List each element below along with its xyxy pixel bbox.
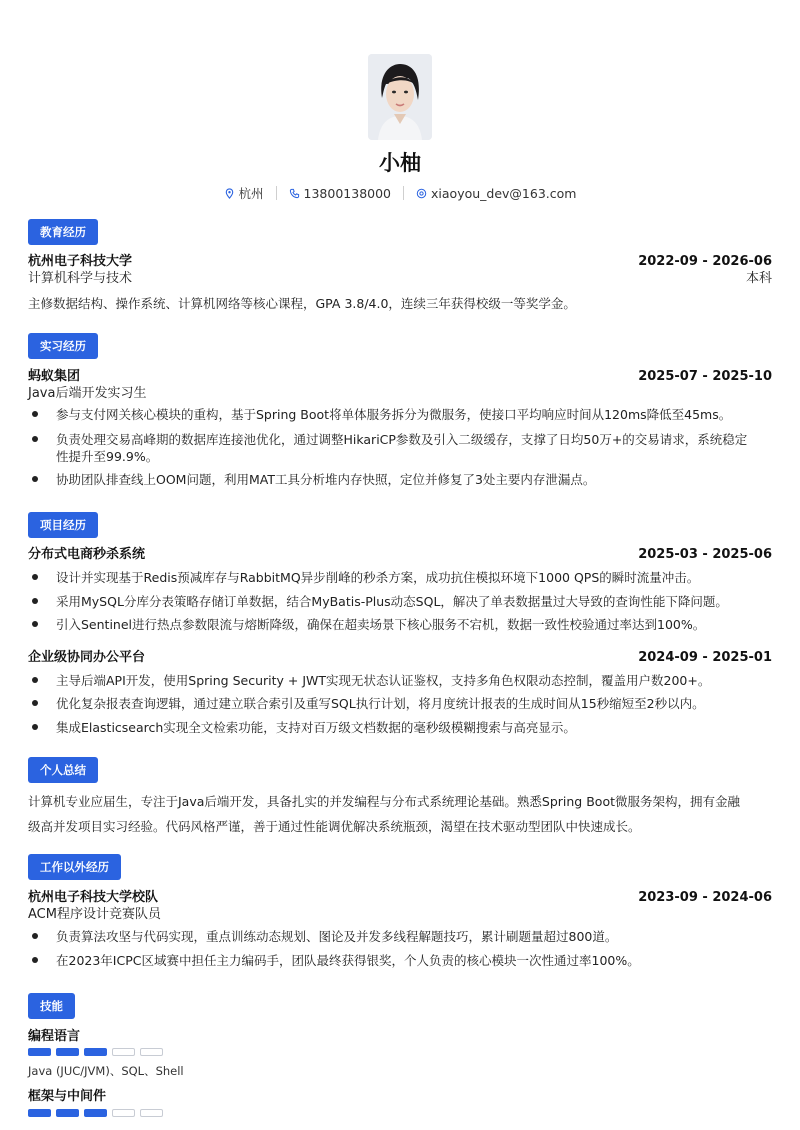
- bullet-dot: [32, 598, 38, 604]
- list-item: [32, 404, 772, 425]
- bullet-text: 优化复杂报表查询逻辑，通过建立联合索引及重写SQL执行计划，将月度统计报表的生成时间从15秒缩短至2秒以内。: [56, 696, 705, 711]
- portrait-image: [368, 54, 432, 140]
- bullet-text: 负责算法攻坚与代码实现，重点训练动态规划、图论及并发多线程解题技巧，累计刷题量超过800道。: [56, 929, 618, 944]
- degree: 本科: [745, 271, 772, 286]
- resume-header: [0, 54, 800, 202]
- skill-bar-empty: [112, 1048, 135, 1056]
- bullet-dot: [32, 724, 38, 730]
- list-item: [32, 950, 772, 971]
- bullet-dot: [32, 933, 38, 939]
- bullet-text: 负责处理交易高峰期的数据库连接池优化，通过调整HikariCP参数及引入二级缓存，支撑了日均50万+的交易请求，系统稳定: [56, 432, 748, 447]
- education-period: 2022-09 - 2026-06: [638, 254, 772, 269]
- contact-phone: [289, 186, 391, 201]
- profile-photo: [368, 54, 432, 140]
- list-item: [32, 926, 772, 947]
- list-item: [32, 469, 772, 490]
- contact-email: [416, 186, 576, 201]
- bullet-dot: [32, 436, 38, 442]
- bullet-dot: [32, 700, 38, 706]
- section-summary-title: 个人总结: [28, 757, 98, 783]
- bullet-dot: [32, 476, 38, 482]
- section-extra-title: 工作以外经历: [28, 854, 121, 880]
- list-item-continuation: [32, 446, 772, 467]
- bullet-text: 在2023年ICPC区域赛中担任主力编码手，团队最终获得银奖，个人负责的核心模块一次性通过率100%。: [56, 953, 640, 968]
- project-name: 企业级协同办公平台: [28, 650, 146, 665]
- school-name: 杭州电子科技大学: [28, 254, 133, 269]
- skill-bar-filled: [84, 1109, 107, 1117]
- phone-icon: [289, 188, 300, 199]
- phone-text: 13800138000: [303, 185, 392, 201]
- internship-role: Java后端开发实习生: [28, 386, 147, 401]
- project-name: 分布式电商秒杀系统: [28, 547, 146, 562]
- extra-role-row: [28, 906, 772, 924]
- internship-header: [28, 368, 772, 386]
- skill-bar-empty: [140, 1109, 163, 1117]
- skill-bar-filled: [28, 1048, 51, 1056]
- bullet-text: 主导后端API开发，使用Spring Security + JWT实现无状态认证鉴权，支持多角色权限动态控制，覆盖用户数200+。: [56, 673, 711, 688]
- section-projects-title: 项目经历: [28, 512, 98, 538]
- education-header: [28, 253, 772, 271]
- contact-city: [224, 184, 264, 202]
- skill-title: 编程语言: [28, 1029, 81, 1044]
- skill-description: Java (JUC/JVM)、SQL、Shell: [28, 1064, 184, 1078]
- list-item: [32, 614, 772, 635]
- skill-level-bar: [28, 1048, 163, 1056]
- bullet-dot: [32, 411, 38, 417]
- skill-level-bar: [28, 1109, 163, 1117]
- section-internship-title: 实习经历: [28, 333, 98, 359]
- section-skills-title: 技能: [28, 993, 75, 1019]
- location-icon: [224, 188, 235, 199]
- bullet-text: 集成Elasticsearch实现全文检索功能，支持对百万级文档数据的毫秒级模糊搜索与高亮显示。: [56, 720, 576, 735]
- extra-role: ACM程序设计竞赛队员: [28, 907, 161, 922]
- bullet-dot: [32, 621, 38, 627]
- bullet-dot: [32, 677, 38, 683]
- section-education-title: 教育经历: [28, 219, 98, 245]
- education-subheader: [28, 270, 772, 288]
- summary-line: 计算机专业应届生，专注于Java后端开发，具备扎实的并发编程与分布式系统理论基础。熟悉Spring Boot微服务架构，拥有金融: [28, 794, 740, 809]
- bullet-text: 性提升至99.9%。: [56, 449, 159, 464]
- education-description: 主修数据结构、操作系统、计算机网络等核心课程，GPA 3.8/4.0，连续三年获得校级一等奖学金。: [28, 296, 576, 311]
- project-header: [28, 546, 772, 564]
- bullet-dot: [32, 574, 38, 580]
- skill-bar-empty: [140, 1048, 163, 1056]
- internship-role-row: [28, 385, 772, 403]
- candidate-name: 小柚: [379, 151, 421, 175]
- bullet-text: 设计并实现基于Redis预减库存与RabbitMQ异步削峰的秒杀方案，成功抗住模拟环境下1000 QPS的瞬时流量冲击。: [56, 570, 700, 585]
- extra-header: [28, 889, 772, 907]
- contact-divider: [276, 186, 277, 200]
- list-item: [32, 717, 772, 738]
- skill-title: 框架与中间件: [28, 1089, 107, 1104]
- bullet-text: 引入Sentinel进行热点参数限流与熔断降级，确保在超卖场景下核心服务不宕机，数据一致性校验通过率达到100%。: [56, 617, 706, 632]
- email-text: xiaoyou_dev@163.com: [431, 185, 577, 201]
- project-period: 2025-03 - 2025-06: [638, 547, 772, 562]
- skill-bar-filled: [56, 1048, 79, 1056]
- skill-bar-empty: [112, 1109, 135, 1117]
- company-name: 蚂蚁集团: [28, 369, 81, 384]
- project-header: [28, 649, 772, 667]
- contact-divider: [403, 186, 404, 200]
- bullet-dot: [32, 957, 38, 963]
- org-name: 杭州电子科技大学校队: [28, 890, 159, 905]
- project-period: 2024-09 - 2025-01: [638, 650, 772, 665]
- list-item: [32, 591, 772, 612]
- skill-bar-filled: [56, 1109, 79, 1117]
- skill-bar-filled: [84, 1048, 107, 1056]
- list-item: [32, 670, 772, 691]
- email-at-icon: [416, 188, 427, 199]
- city-text: 杭州: [238, 186, 264, 201]
- list-item: [32, 693, 772, 714]
- bullet-text: 参与支付网关核心模块的重构，基于Spring Boot将单体服务拆分为微服务，使接口平均响应时间从120ms降低至45ms。: [56, 407, 732, 422]
- contact-bar: [0, 184, 800, 202]
- skill-bar-filled: [28, 1109, 51, 1117]
- bullet-text: 协助团队排查线上OOM问题，利用MAT工具分析堆内存快照，定位并修复了3处主要内存泄漏点。: [56, 472, 596, 487]
- list-item: [32, 567, 772, 588]
- bullet-text: 采用MySQL分库分表策略存储订单数据，结合MyBatis-Plus动态SQL，解决了单表数据量过大导致的查询性能下降问题。: [56, 594, 728, 609]
- internship-period: 2025-07 - 2025-10: [638, 369, 772, 384]
- summary-line: 级高并发项目实习经验。代码风格严谨，善于通过性能调优解决系统瓶颈，渴望在技术驱动型团队中快速成长。: [28, 819, 641, 834]
- major: 计算机科学与技术: [28, 271, 133, 286]
- extra-period: 2023-09 - 2024-06: [638, 890, 772, 905]
